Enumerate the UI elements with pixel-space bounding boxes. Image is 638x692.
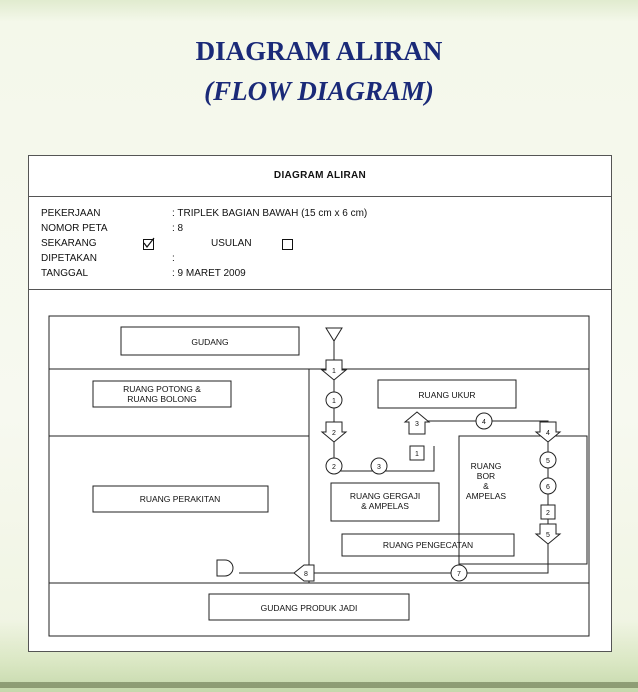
- transport-num-3: 3: [415, 421, 419, 428]
- field-label-nomor-peta: NOMOR PETA: [41, 223, 108, 234]
- room-label-pengecatan: RUANG PENGECATAN: [382, 540, 474, 550]
- room-label-bor-1: RUANG: [470, 461, 502, 471]
- transport-num-2: 2: [332, 430, 336, 437]
- storage-triangle-icon: [326, 328, 342, 341]
- room-label-gergaji-2: & AMPELAS: [361, 501, 409, 511]
- room-label-perakitan: RUANG PERAKITAN: [139, 494, 221, 504]
- operation-num-4: 4: [482, 419, 486, 426]
- room-label-gudang: GUDANG: [191, 337, 229, 347]
- slide-subtitle: (FLOW DIAGRAM): [204, 76, 434, 106]
- field-value-tanggal: : 9 MARET 2009: [172, 268, 246, 279]
- transport-num-5: 5: [546, 532, 550, 539]
- field-label-dipetakan: DIPETAKAN: [41, 253, 97, 264]
- operation-num-1: 1: [332, 398, 336, 405]
- usulan-label: USULAN: [211, 238, 252, 249]
- inspection-num-1: 1: [415, 451, 419, 458]
- field-value-pekerjaan: : TRIPLEK BAGIAN BAWAH (15 cm x 6 cm): [172, 208, 368, 219]
- transport-num-8: 8: [304, 571, 308, 578]
- plan-outline: [49, 316, 589, 636]
- room-label-bor-2: BOR: [476, 471, 496, 481]
- room-label-gergaji-1: RUANG GERGAJI: [349, 491, 421, 501]
- floor-plan: [29, 156, 611, 651]
- transport-num-1: 1: [332, 368, 336, 375]
- room-label-ukur: RUANG UKUR: [418, 390, 476, 400]
- transport-num-4: 4: [546, 430, 550, 437]
- operation-num-5: 5: [546, 458, 550, 465]
- room-label-potong-2: RUANG BOLONG: [127, 394, 197, 404]
- top-decoration: [0, 0, 638, 22]
- field-label-tanggal: TANGGAL: [41, 268, 89, 279]
- operation-num-6: 6: [546, 484, 550, 491]
- transport-num-7: 7: [457, 571, 461, 578]
- flow-path: [239, 341, 548, 573]
- operation-num-3: 3: [377, 464, 381, 471]
- field-value-dipetakan: :: [172, 253, 175, 264]
- flow-diagram-sheet: [28, 155, 612, 652]
- field-value-nomor-peta: : 8: [172, 223, 184, 234]
- room-label-potong-1: RUANG POTONG &: [123, 384, 201, 394]
- inspection-num-2: 2: [546, 510, 550, 517]
- field-label-pekerjaan: PEKERJAAN: [41, 208, 101, 219]
- room-label-bor-4: AMPELAS: [465, 491, 507, 501]
- bottom-rule: [0, 682, 638, 688]
- field-label-sekarang: SEKARANG: [41, 238, 97, 249]
- room-label-bor-3: &: [483, 481, 489, 491]
- room-label-produk-jadi: GUDANG PRODUK JADI: [260, 603, 358, 613]
- operation-num-2: 2: [332, 464, 336, 471]
- sheet-header: DIAGRAM ALIRAN: [29, 156, 611, 197]
- delay-icon: [217, 560, 233, 576]
- slide-title: DIAGRAM ALIRAN: [195, 36, 443, 66]
